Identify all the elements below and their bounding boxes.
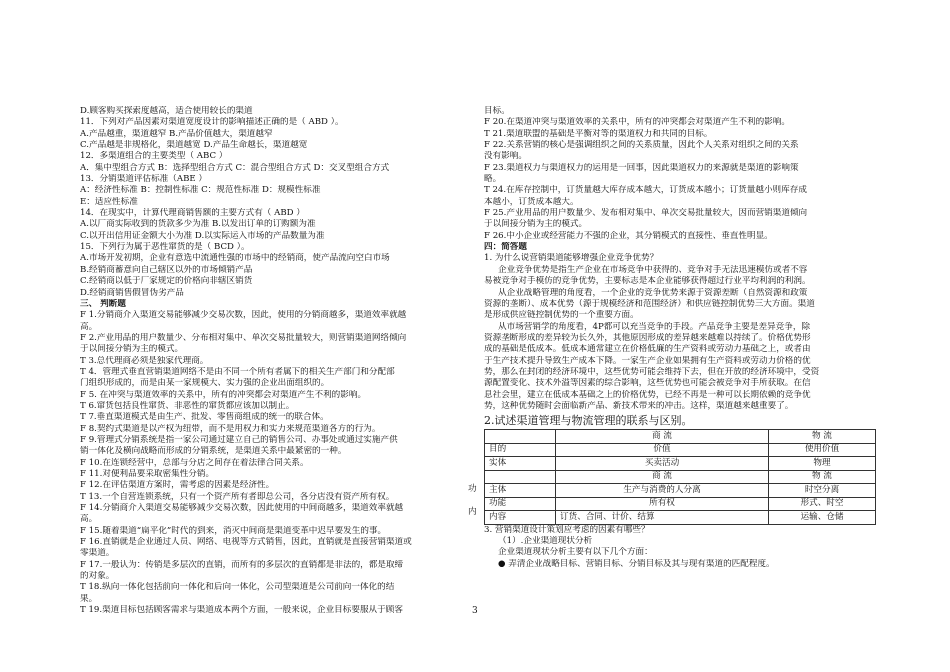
text-line: 1. 为什么说营销渠道能够增强企业竞争优势？ [484,253,659,264]
table-header-cell: 物 流 [769,430,876,444]
text-line: F 12.在评估渠道方案时，需考虑的因素是经济性。 [80,480,275,491]
text-line: F 2.产业用品的用户数量少、分布相对集中、单次交易批量较大，则营销渠道网络倾向 [80,332,407,343]
text-line: T 3.总代理商必须是独家代理商。 [80,355,209,366]
text-line: A.产品越重，渠道越窄 B.产品价值越大，渠道越窄 [80,128,273,139]
text-line: T 13.一个自营连锁系统，只有一个资产所有者即总公司，各分店没有资产所有权。 [80,491,395,502]
table-row [485,497,876,511]
text-line: F 5. 在冲突与渠道效率的关系中，所有的冲突都会对渠道产生不利的影响。 [80,389,367,400]
text-line: F 9.管理式分销系统是指一家公司通过建立自己的销售公司、办事处或通过实施产供 [80,434,398,445]
table-row [485,484,876,498]
text-line: 源配置变化、技术外溢等因素的综合影响，这些优势也可能会被竞争对手所获取。在信 [484,378,811,389]
text-line: 3. 营销渠道设计策划应考虑的因素有哪些？ [484,524,650,535]
table-header-cell: 商 流 [556,430,769,444]
table-cell: 功能 [485,497,556,511]
text-line: ● 弄清企业战略目标、营销目标、分销目标及其与现有渠道的匹配程度。 [498,558,775,569]
table-cell: 内容 [485,511,556,525]
text-line: F 8.契约式渠道是以产权为纽带，而不是用权力和实力来规范渠道各方的行为。 [80,423,381,434]
right-column [484,106,876,570]
text-line: 易被竞争对手模仿的竞争优势，主要标志是本企业能够获得超过行业平均利润的利润。 [484,276,811,287]
table-cell: 目的 [485,443,556,457]
margin-note: 功 [468,484,477,494]
text-line: C.经销商以低于厂家规定的价格向非辖区销货 [80,276,253,287]
text-line: 的对象。 [80,571,115,582]
text-line: 门组织形成的，而是由某一家规模大、实力强的企业出面组织的。 [80,378,330,389]
text-line: 12．多渠道组合的主要类型（ ABC ） [80,151,228,162]
text-line: F 20.在渠道冲突与渠道效率的关系中，所有的冲突都会对渠道产生不利的影响。 [484,117,790,128]
text-line: 目标。 [484,106,510,116]
table-cell [485,470,556,484]
table-header-cell [485,430,556,444]
table-cell: 物 流 [769,470,876,484]
text-line: 于生产技术提升导致生产成本下降。一家生产企业如果拥有生产资料或劳动力价格的优 [484,355,811,366]
text-line: 15．下列行为属于恶性窜货的是（ BCD ）。 [80,242,250,253]
table-cell: 所有权 [556,497,769,511]
text-line: F 15.随着渠道“扁平化”时代的到来，消灭中间商是渠道变革中迟早要发生的事。 [80,525,387,536]
text-line: 势，这种优势随时会面临新产品、新技术带来的冲击。这样，渠道越来越重要了。 [484,400,794,411]
text-line: T 7.垂直渠道模式是由生产、批发、零售商组成的统一的联合体。 [80,412,329,423]
text-line: 没有影响。 [484,151,527,162]
text-line: 果。 [80,593,98,604]
table-header-row [485,430,876,444]
text-line: T 18.纵向一体化包括前向一体化和后向一体化，公司型渠道是公司前向一体化的结 [80,582,395,593]
table-cell: 实体 [485,457,556,471]
text-line: C.以开出信用证金额大小为准 D.以实际运入市场的产品数量为准 [80,230,325,241]
text-line: 11．下列对产品因素对渠道宽度设计的影响描述正确的是（ ABD ）。 [80,117,344,128]
text-line: 企业渠道现状分析主要有以下几个方面： [498,547,653,558]
table-cell: 生产与消费的人分离 [556,484,769,498]
table-cell: 时空分离 [769,484,876,498]
table-row [485,457,876,471]
text-line: 企业竞争优势是指生产企业在市场竞争中获得的、竞争对手无法迅速模仿或者不容 [498,264,808,275]
text-line: 息社会里，建立在低成本基础之上的价格优势，已经不再是一种可以长期依赖的竞争优 [484,389,811,400]
text-line: A：经济性标准 B：控制性标准 C：规范性标准 D：规模性标准 [80,185,321,196]
text-line: 高。 [80,514,98,525]
text-line: 从市场营销学的角度看，4P都可以充当竞争的手段。产品竞争主要是差异竞争，除 [498,321,811,332]
text-line: 零渠道。 [80,548,115,559]
text-line: T 21.渠道联盟的基础是平衡对等的渠道权力和共同的目标。 [484,128,713,139]
text-line: F 26.中小企业或经营能力不强的企业，其分销模式的直接性、垂直性明显。 [484,230,773,241]
text-line: A.市场开发初期，企业有意选中流通性强的市场中的经销商，使产品流向空白市场 [80,253,390,264]
text-line: 四：简答题 [484,242,527,253]
text-line: C.产品越是非规格化，渠道越宽 D.产品生命越长，渠道越宽 [80,140,308,151]
text-line: 从企业战略管理的角度看，一个企业的竞争优势来源于资源差断（自然资源和政策 [498,287,808,298]
text-line: 略。 [484,174,502,185]
text-line: A.以厂商实际收到的货款多少为准 B.以发出订单的订购额为准 [80,219,316,230]
table-cell: 买卖活动 [556,457,769,471]
text-line: B.经销商蓄意向自己辖区以外的市场倾销产品 [80,264,253,275]
table-cell: 运输、仓储 [769,511,876,525]
text-line: F 17.一般认为：传销是多层次的直销，而所有的多层次的直销都是非法的，都是取缔 [80,559,404,570]
text-line: T 19.渠道目标包括顾客需求与渠道成本两个方面，一般来说，企业目标要服从于顾客 [80,605,403,616]
text-line: A．集中型组合方式 B：选择型组合方式 C：混合型组合方式 D：交叉型组合方式 [80,162,390,173]
text-line: F 14.分销商介入渠道交易能够减少交易次数，因此使用的中间商越多，渠道效率就越 [80,503,404,514]
right-column-text-bottom [484,525,876,570]
text-line: 资源垄断形成的差异较为长久外，其他原因形成的差异越来越难以持续了。价格优势形 [484,332,811,343]
table-cell: 物理 [769,457,876,471]
text-line: 高。 [80,321,98,332]
text-line: 三、 判断题 [80,298,126,309]
text-line: 是形成供应链控制优势的一个重要方面。 [484,310,639,321]
relation-table [484,429,876,525]
table-row [485,470,876,484]
table-cell: 商 流 [556,470,769,484]
right-column-text [484,106,876,412]
text-line: 14．在现实中，计算代理商销售额的主要方式有（ ABD ） [80,208,305,219]
margin-note: 内 [468,507,477,517]
text-line: 于以间接分销为主的模式。 [80,344,184,355]
table-row [485,511,876,525]
text-line: F 16.直销就是企业通过人员、网络、电视等方式销售，因此，直销就是直接营销渠道或 [80,537,412,548]
text-line: 于以间接分销为主的模式。 [484,219,588,230]
table-cell: 价值 [556,443,769,457]
text-line: 13．分销渠道评估标准（ABE ） [80,174,207,185]
text-line: 销一体化及横向战略而形成的分销系统，是渠道关系中最紧密的一种。 [80,446,347,457]
table-title: 2.试述渠道管理与物流管理的联系与区别。 [484,414,693,428]
text-line: F 10.在连锁经营中，总部与分店之间存在着法律合同关系。 [80,457,309,468]
table-cell: 使用价值 [769,443,876,457]
text-line: F 1.分销商介入渠道交易能够减少交易次数，因此，使用的分销商越多，渠道效率就越 [80,310,407,321]
text-line: D.顾客购买探索度越高，适合使用较长的渠道 [80,106,253,116]
left-column [80,106,470,616]
table-cell: 订货、合同、计价、结算 [556,511,769,525]
page-number: 3 [472,606,478,616]
text-line: 成的基础是低成本。低成本通常建立在价格低廉的生产资料或劳动力基础之上，或者由 [484,344,811,355]
table-cell: 主体 [485,484,556,498]
text-line: F 22.关系营销的核心是强调组织之间的关系质量，因此个人关系对组织之间的关系 [484,140,799,151]
text-line: D.经销商销售假冒伪劣产品 [80,287,184,298]
text-line: F 23.渠道权力与渠道权力的运用是一回事，因此渠道权力的来源就是渠道的影响策 [484,162,799,173]
text-line: E：适应性标准 [80,196,138,207]
text-line: F 25.产业用品的用户数量少、发布相对集中、单次交易批量较大，因而营销渠道倾向 [484,208,808,219]
text-line: T 6.窜货包括良性窜货、非恶性的窜货都应该加以制止。 [80,400,295,411]
text-line: （1）.企业渠道现状分析 [498,536,593,547]
table-cell: 形式、时空 [769,497,876,511]
text-line: F 11.对便利品要采取密集性分销。 [80,469,215,479]
text-line: 势，那么在封闭的经济环境中，这些优势可能会维持下去，但在开放的经济环境中，受资 [484,366,820,377]
table-row [485,443,876,457]
text-line: T 4．管理式垂直营销渠道网络不是由不同一个所有者属下的相关生产部门和分配部 [80,366,395,377]
text-line: T 24.在库存控制中，订货量越大库存成本越大，订货成本越小；订货量越小则库存成 [484,185,807,196]
text-line: 本越小，订货成本越大。 [484,196,579,207]
text-line: 资源的垄断）、成本优势（源于规模经济和范围经济）和供应链控制优势三大方面。渠道 [484,298,815,309]
